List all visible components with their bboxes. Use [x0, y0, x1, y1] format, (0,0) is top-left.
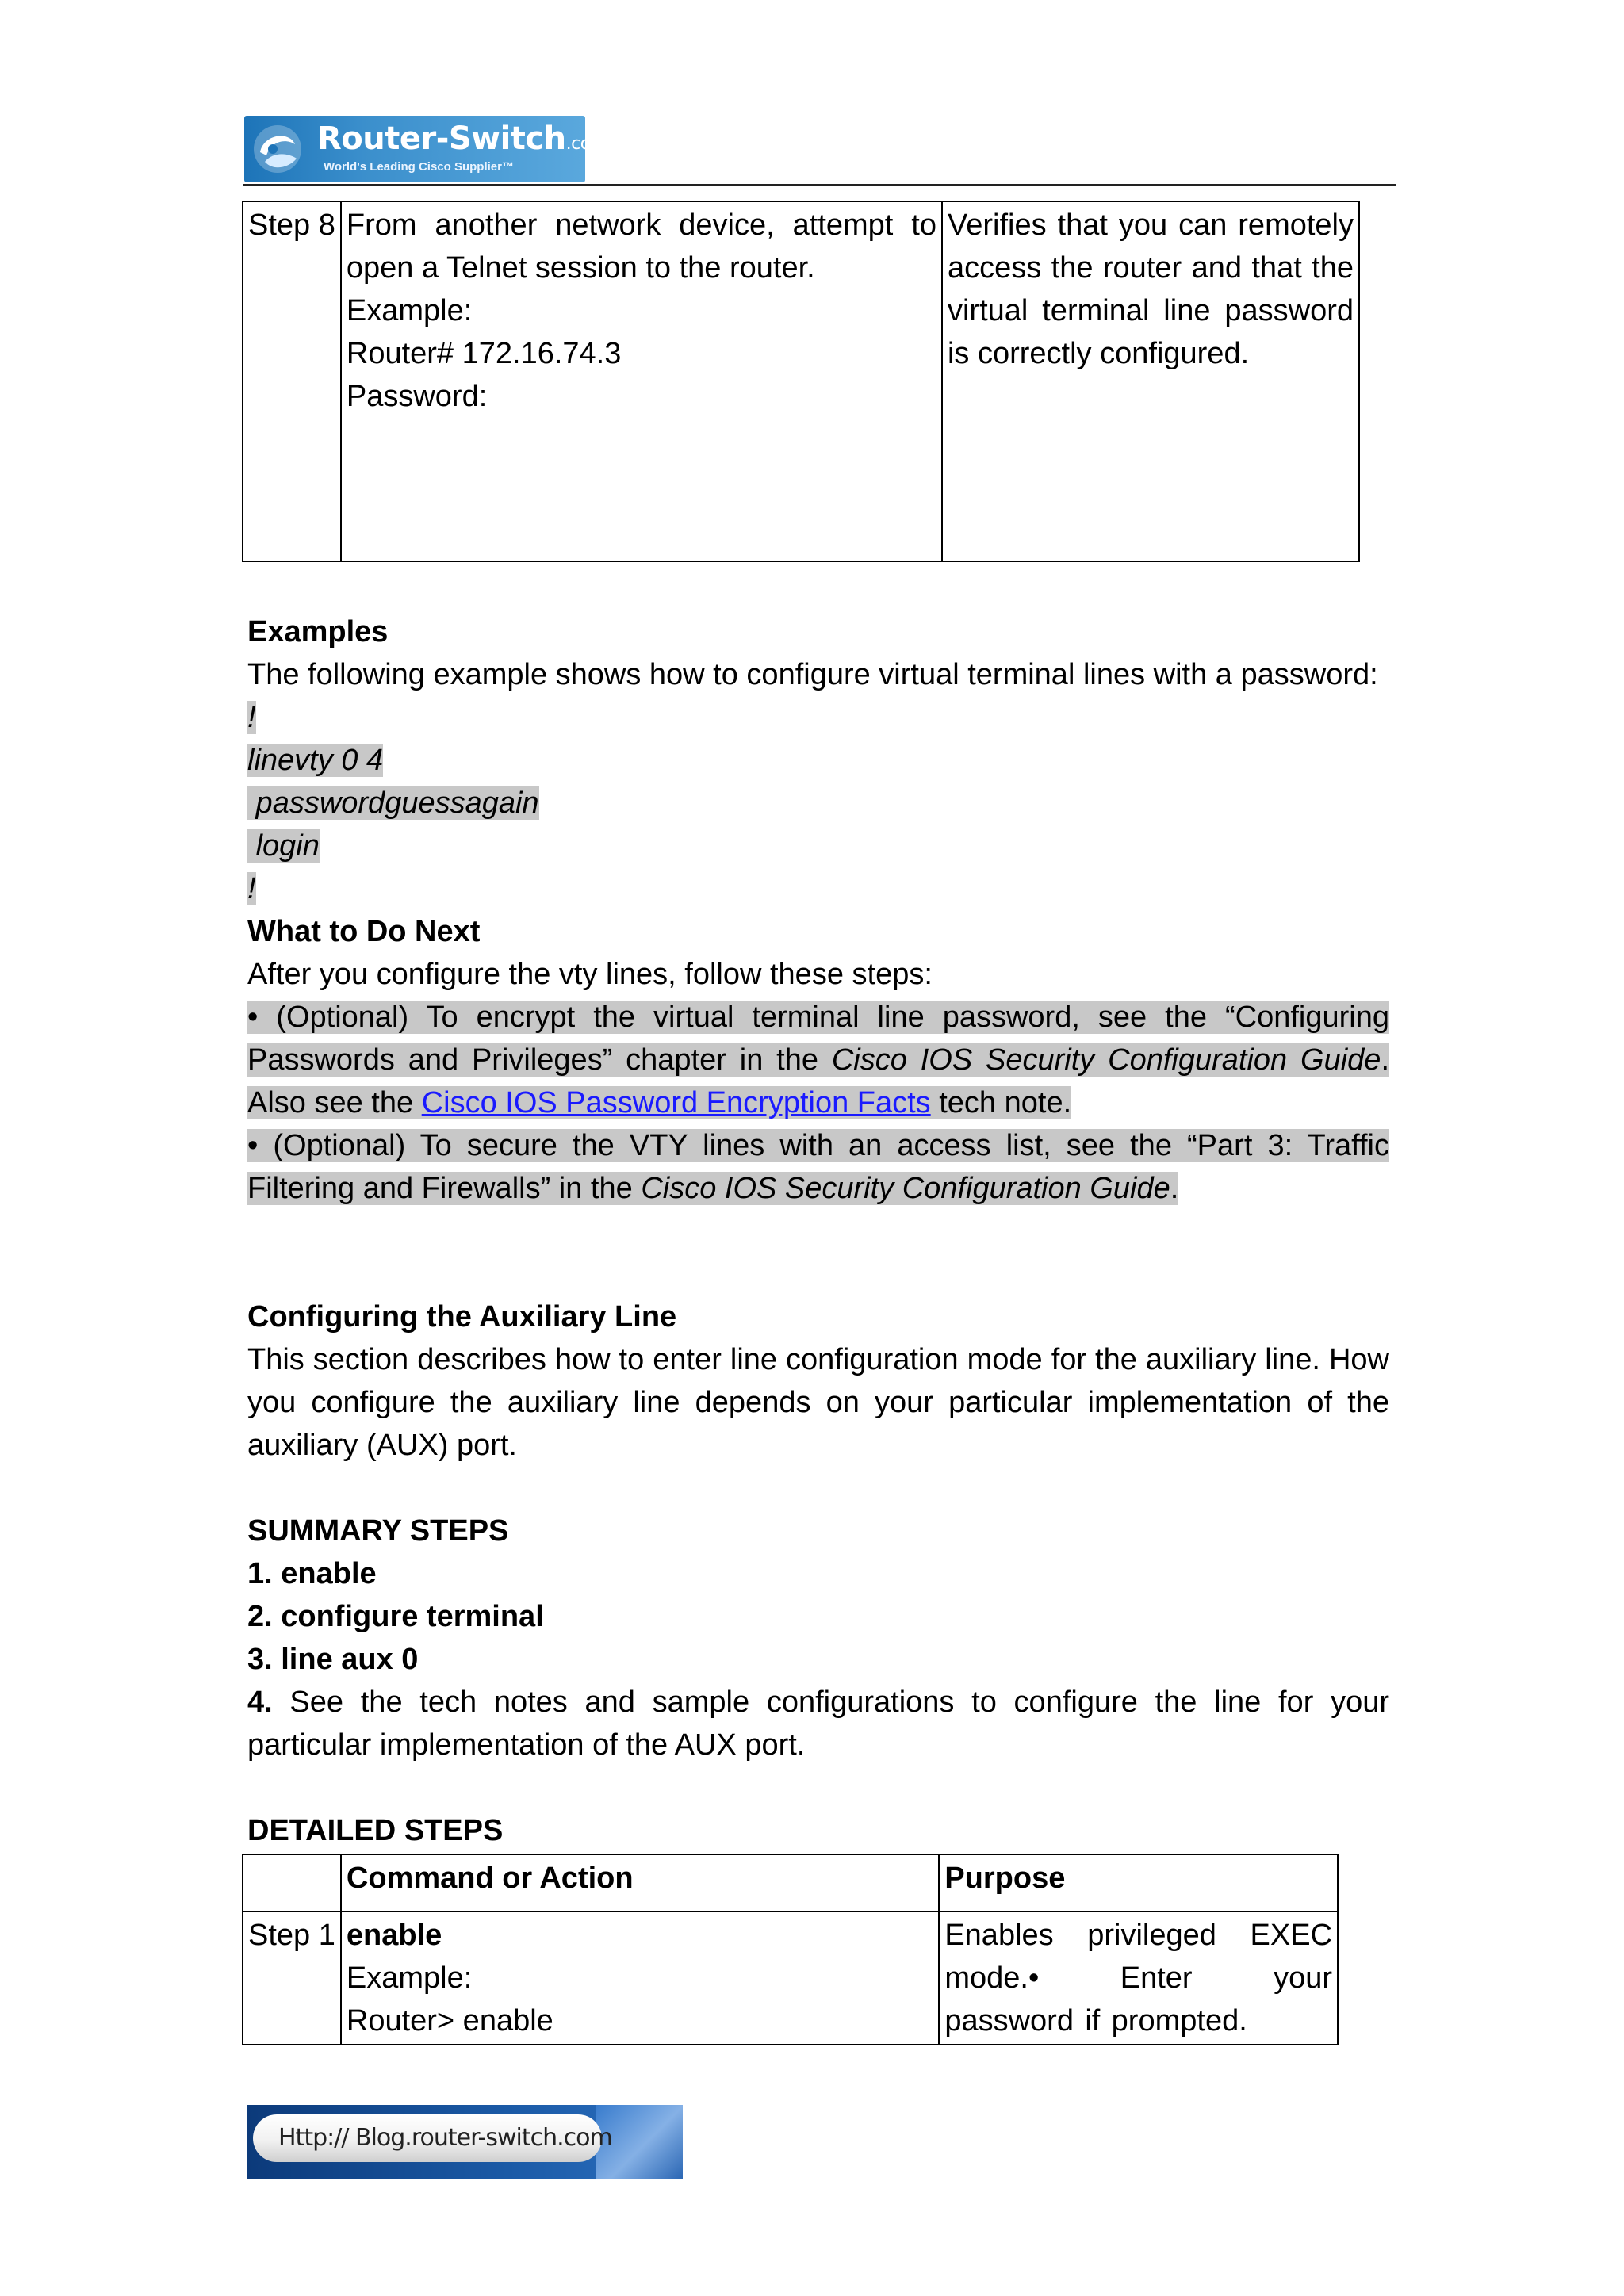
- purpose-column-header: Purpose: [939, 1854, 1338, 1911]
- bullet-text: tech note.: [930, 1086, 1072, 1119]
- code-example: [247, 696, 1389, 910]
- summary-section: [247, 1510, 1389, 1766]
- code-line: !: [247, 701, 256, 734]
- logo-name: [317, 121, 607, 157]
- command-example-label: Example:: [346, 1961, 473, 1995]
- table-header-row: [243, 1854, 1338, 1911]
- command-line: open a Telnet session to the router.: [346, 251, 815, 285]
- bullet-text: • (Optional) To encrypt the virtual terminal line password, see the “Configuring Passwords and Privileges” chapter in the: [247, 1001, 1389, 1077]
- code-line: login: [247, 829, 320, 863]
- next-bullet-1: [247, 996, 1389, 1124]
- aux-section: [247, 1295, 1389, 1467]
- summary-step-1: 1. enable: [247, 1557, 377, 1590]
- code-line: linevty 0 4: [247, 744, 384, 777]
- logo-suffix: .com: [565, 134, 607, 154]
- blog-url: Http:// Blog.router-switch.com: [278, 2124, 612, 2152]
- examples-intro: The following example shows how to configure virtual terminal lines with a password:: [247, 658, 1378, 691]
- summary-heading: SUMMARY STEPS: [247, 1514, 509, 1548]
- blog-footer-banner: [247, 2105, 683, 2179]
- summary-step-2: 2. configure terminal: [247, 1600, 544, 1633]
- code-line: passwordguessagain: [247, 786, 539, 820]
- bullet-text: .: [1170, 1172, 1179, 1205]
- empty-header-cell: [243, 1854, 341, 1911]
- purpose-cell: Enables privileged EXEC mode.• Enter your password if prompted.: [939, 1911, 1338, 2045]
- bullet-text: • (Optional) To secure the VTY lines with an access list, see the “Part 3: Traffic Filtering and Firewalls” in the: [247, 1129, 1389, 1205]
- guide-title: Cisco IOS Security Configuration Guide: [831, 1043, 1381, 1077]
- examples-heading: Examples: [247, 615, 389, 649]
- command-cell: [341, 201, 942, 561]
- summary-step-3: 3. line aux 0: [247, 1643, 419, 1676]
- code-line: !: [247, 872, 256, 905]
- command-line: Password:: [346, 380, 488, 413]
- step-cell: Step 1: [243, 1911, 341, 2045]
- summary-step-4: [247, 1681, 1389, 1766]
- next-bullet-2: [247, 1124, 1389, 1210]
- command-prompt: Router> enable: [346, 2004, 553, 2038]
- logo-tagline: World's Leading Cisco Supplier™: [324, 160, 514, 174]
- command-column-header: Command or Action: [341, 1854, 939, 1911]
- next-heading: What to Do Next: [247, 915, 481, 948]
- command-name: enable: [346, 1919, 442, 1952]
- bullet-text: . Also see the: [247, 1043, 1389, 1119]
- aux-body: This section describes how to enter line configuration mode for the auxiliary line. How you configure the auxiliary line depends on your particular implementation of the auxiliary (AUX) port.: [247, 1343, 1389, 1462]
- examples-section: [247, 610, 1389, 1210]
- step-number: 4.: [247, 1686, 273, 1719]
- router-switch-logo: [244, 116, 607, 182]
- guide-title: Cisco IOS Security Configuration Guide: [641, 1172, 1170, 1205]
- globe-swirl-icon: [249, 121, 306, 178]
- detailed-heading: DETAILED STEPS: [247, 1814, 504, 1847]
- table-row: [243, 1911, 1338, 2045]
- detailed-steps-table: [242, 1854, 1339, 2045]
- command-line: From another network device, attempt to: [346, 209, 936, 242]
- next-intro: After you configure the vty lines, follow these steps:: [247, 958, 933, 991]
- purpose-cell: Verifies that you can remotely access the router and that the virtual terminal line password is correctly configured.: [942, 201, 1359, 561]
- aux-heading: Configuring the Auxiliary Line: [247, 1300, 677, 1334]
- step8-table: [242, 201, 1360, 562]
- command-cell: [341, 1911, 939, 2045]
- logo-name-text: Router-Switch: [317, 121, 566, 157]
- header-divider: [243, 184, 1396, 186]
- step-text: See the tech notes and sample configurations to configure the line for your particular implementation of the AUX port.: [247, 1686, 1389, 1762]
- command-line: Example:: [346, 294, 473, 327]
- table-row: [243, 201, 1359, 561]
- step-cell: Step 8: [243, 201, 341, 561]
- password-encryption-facts-link[interactable]: Cisco IOS Password Encryption Facts: [421, 1086, 931, 1119]
- command-line: Router# 172.16.74.3: [346, 337, 622, 370]
